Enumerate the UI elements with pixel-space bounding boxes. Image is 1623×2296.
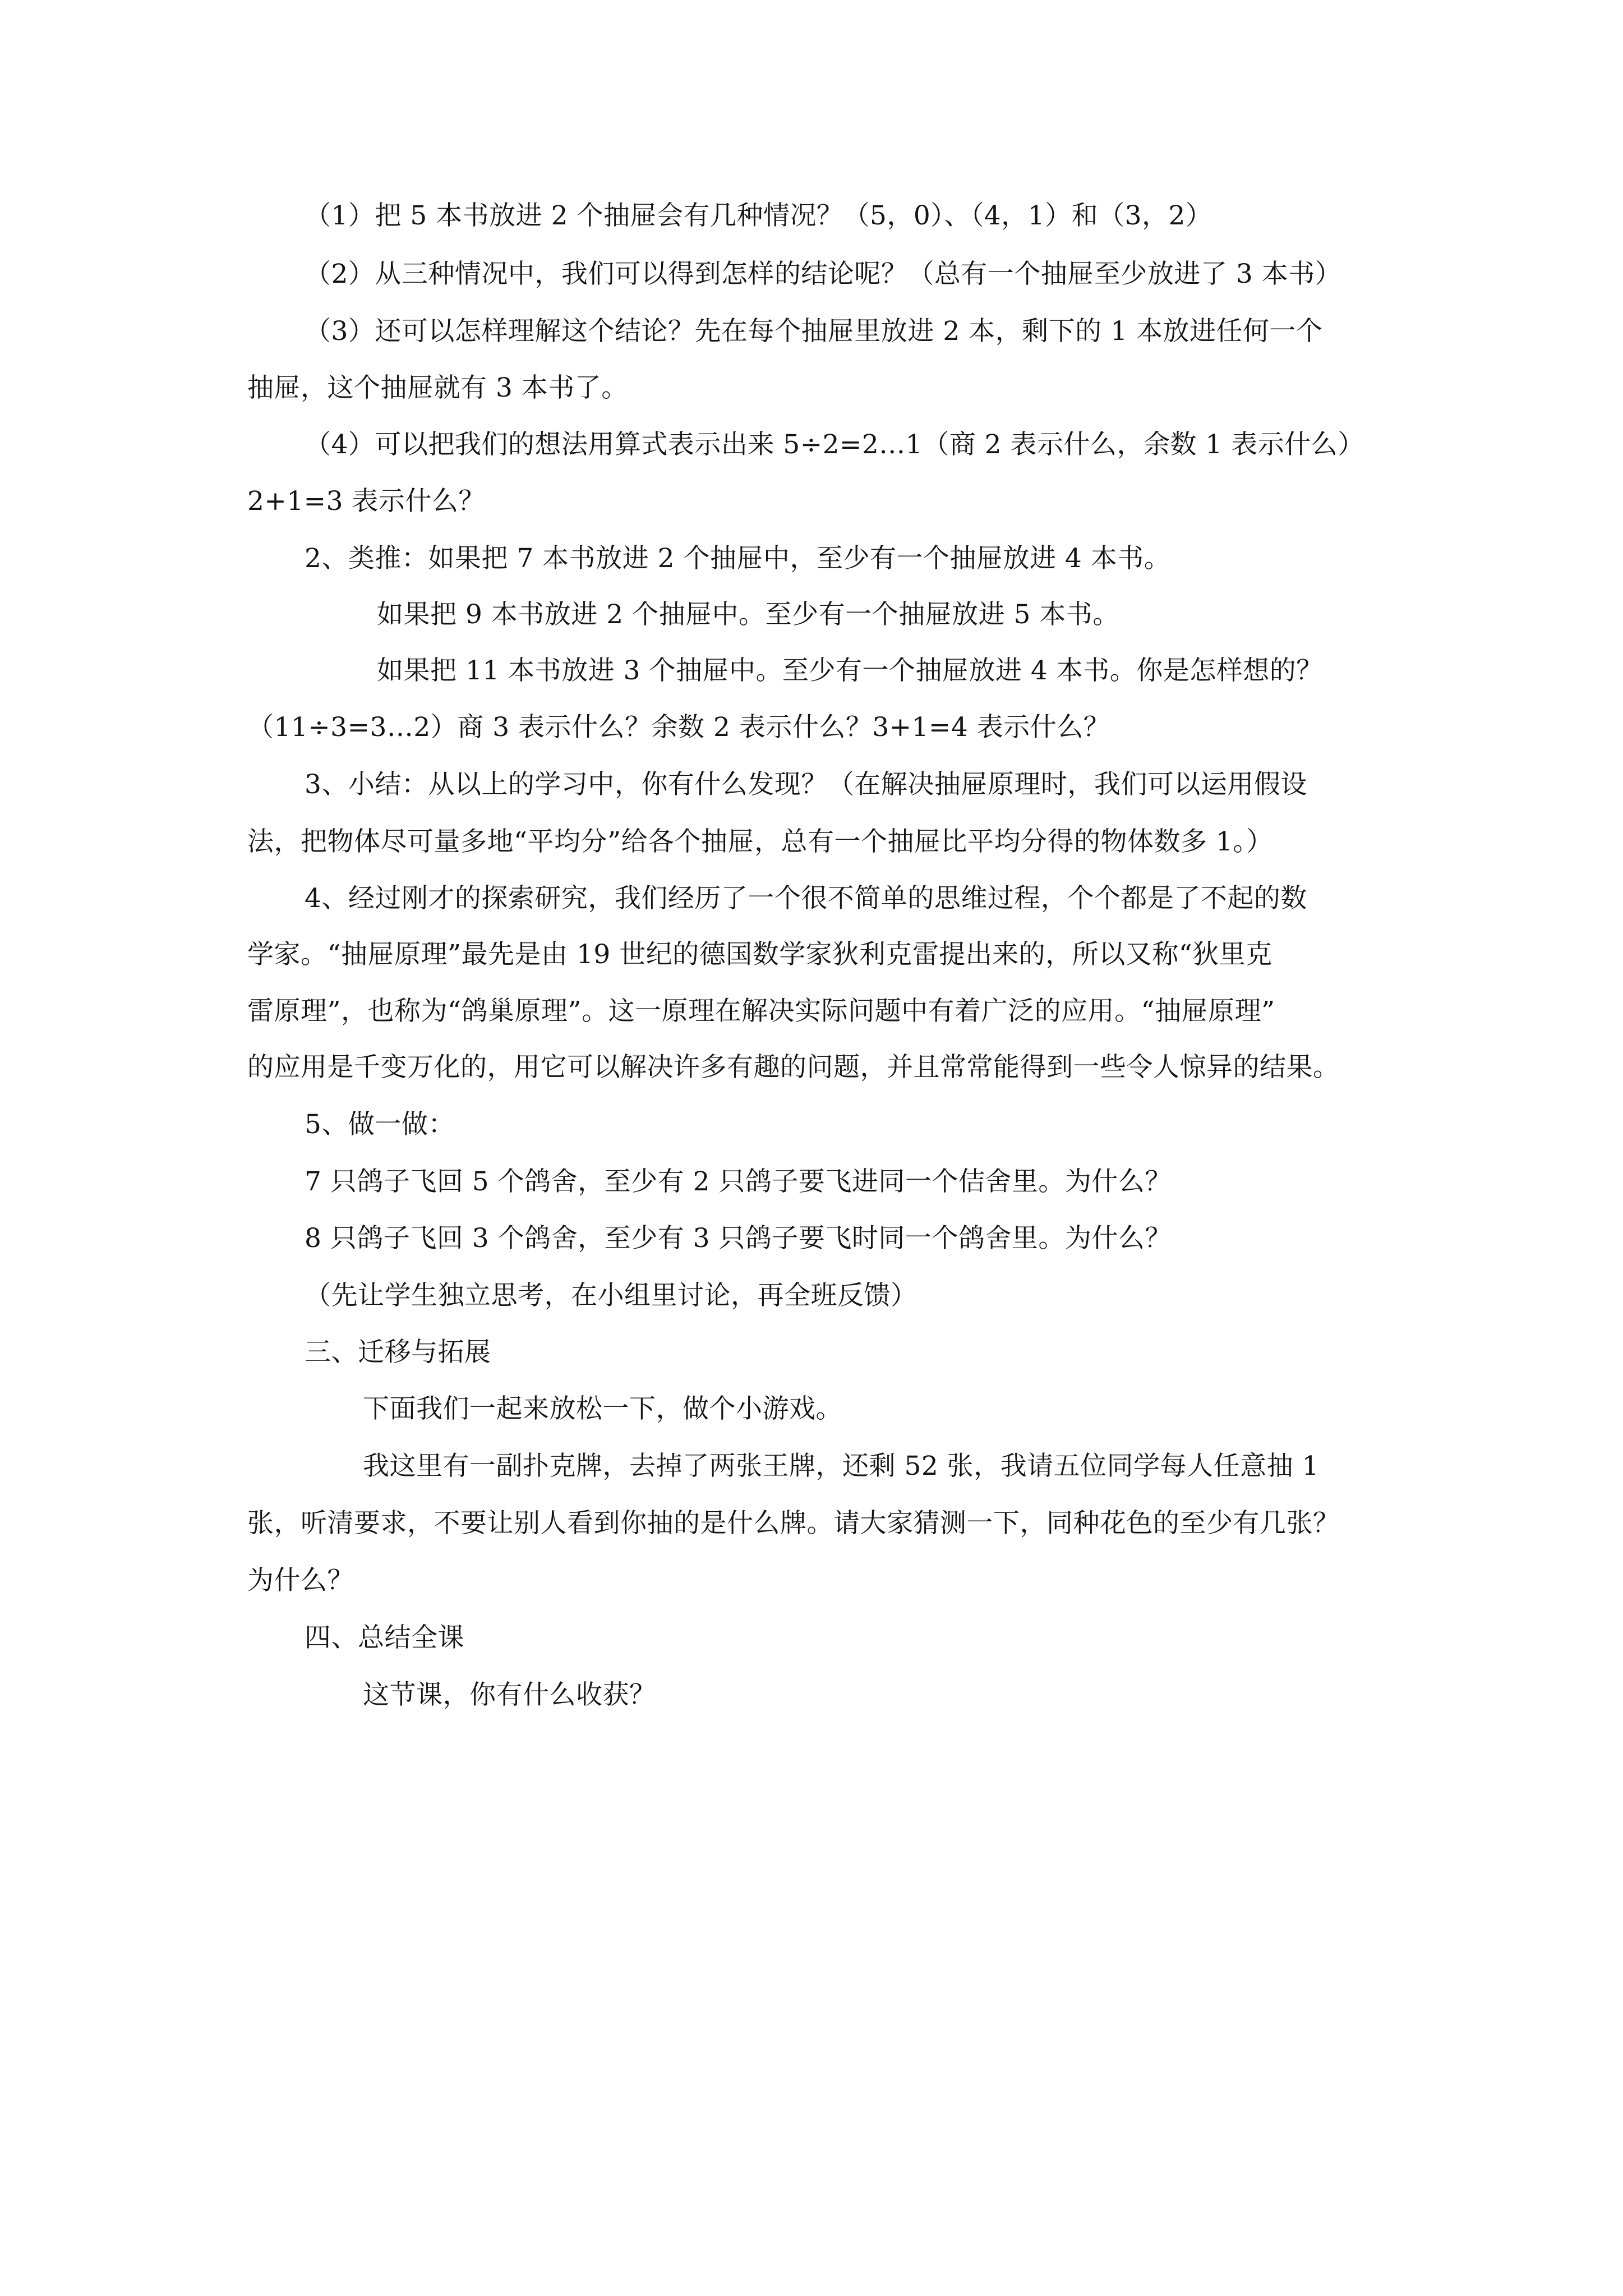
- text-line: 2、类推：如果把 7 本书放进 2 个抽屉中，至少有一个抽屉放进 4 本书。: [305, 543, 1171, 574]
- text-line: 5、做一做：: [305, 1109, 455, 1140]
- section-heading: 四、总结全课: [305, 1622, 464, 1653]
- text-line: 7 只鸽子飞回 5 个鸽舍，至少有 2 只鸽子要飞进同一个佶舍里。为什么？: [305, 1166, 1172, 1197]
- text-line: 如果把 9 本书放进 2 个抽屉中。至少有一个抽屉放进 5 本书。: [377, 599, 1119, 630]
- text-line: 的应用是千变万化的，用它可以解决许多有趣的问题，并且常常能得到一些令人惊异的结果。: [247, 1052, 1340, 1083]
- text-line: （先让学生独立思考，在小组里讨论，再全班反馈）: [305, 1280, 917, 1311]
- text-line: 法，把物体尽可量多地“平均分”给各个抽屉，总有一个抽屉比平均分得的物体数多 1。）: [247, 826, 1273, 857]
- text-line: 4、经过刚才的探索研究，我们经历了一个很不简单的思维过程，个个都是了不起的数: [305, 883, 1307, 914]
- text-line: （11÷3=3…2）商 3 表示什么？余数 2 表示什么？3+1=4 表示什么？: [247, 712, 1110, 743]
- text-line: 学家。“抽屉原理”最先是由 19 世纪的德国数学家狄利克雷提出来的，所以又称“狄里克: [247, 939, 1272, 970]
- section-heading: 三、迁移与拓展: [305, 1337, 491, 1368]
- text-line: 2+1=3 表示什么？: [247, 486, 485, 517]
- text-line: （1）把 5 本书放进 2 个抽屉会有几种情况？（5，0）、（4，1）和（3，2）: [305, 200, 1212, 231]
- text-line: （4）可以把我们的想法用算式表示出来 5÷2=2…1（商 2 表示什么，余数 1 表示什么）: [305, 429, 1364, 460]
- text-line: 我这里有一副扑克牌，去掉了两张王牌，还剩 52 张，我请五位同学每人任意抽 1: [363, 1451, 1320, 1481]
- text-line: 如果把 11 本书放进 3 个抽屉中。至少有一个抽屉放进 4 本书。你是怎样想的？: [377, 655, 1323, 686]
- text-line: 下面我们一起来放松一下，做个小游戏。: [363, 1393, 842, 1424]
- text-line: 抽屉，这个抽屉就有 3 本书了。: [247, 372, 628, 403]
- text-line: （2）从三种情况中，我们可以得到怎样的结论呢？（总有一个抽屉至少放进了 3 本书）: [305, 259, 1342, 289]
- text-line: 张，听清要求，不要让别人看到你抽的是什么牌。请大家猜测一下，同种花色的至少有几张？: [247, 1508, 1340, 1539]
- text-line: （3）还可以怎样理解这个结论？先在每个抽屉里放进 2 本，剩下的 1 本放进任何一个: [305, 316, 1323, 347]
- text-line: 这节课，你有什么收获？: [363, 1680, 656, 1710]
- text-line: 雷原理”，也称为“鸽巢原理”。这一原理在解决实际问题中有着广泛的应用。“抽屉原理”: [247, 996, 1275, 1027]
- text-line: 为什么？: [247, 1565, 354, 1596]
- text-line: 3、小结：从以上的学习中，你有什么发现？（在解决抽屉原理时，我们可以运用假设: [305, 769, 1307, 800]
- text-line: 8 只鸽子飞回 3 个鸽舍，至少有 3 只鸽子要飞时同一个鸽舍里。为什么？: [305, 1223, 1172, 1254]
